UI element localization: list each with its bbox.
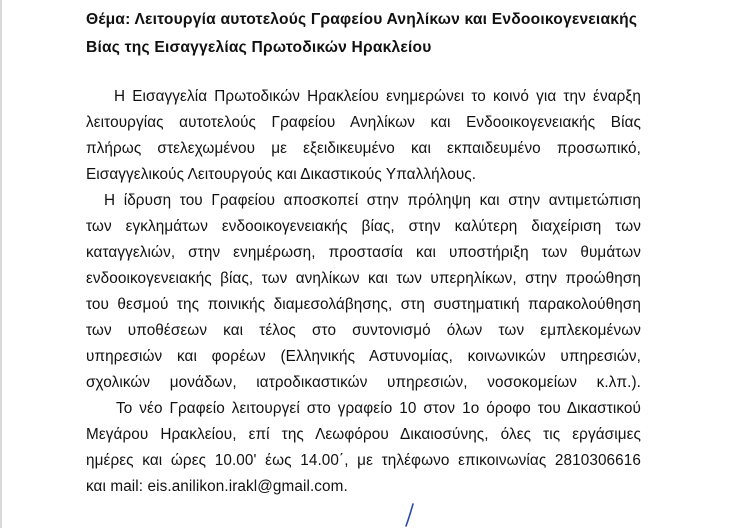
text-line: Το νέο Γραφείο λειτουργεί στο γραφείο 10 στον 1ο όροφο του Δικαστικού xyxy=(116,400,641,417)
subject-line-2: Βίας της Εισαγγελίας Πρωτοδικών Ηρακλείου xyxy=(86,39,432,56)
text-line: των υποθέσεων και τέλος στο συντονισμό όλων των εμπλεκομένων xyxy=(86,322,641,339)
text-line: των εγκλημάτων ενδοοικογενειακής βίας, στην καλύτερη διαχείριση των xyxy=(86,218,641,235)
text-line: και mail: eis.anilikon.irakl@gmail.com. xyxy=(86,478,348,495)
text-line: σχολικών μονάδων, ιατροδικαστικών υπηρεσιών, νοσοκομείων κ.λπ.). xyxy=(86,374,641,391)
paragraph-contact xyxy=(86,396,641,500)
subject-heading xyxy=(86,6,646,62)
text-line: καταγγελιών, στην ενημέρωση, προστασία και υποστήριξη των θυμάτων xyxy=(86,244,641,261)
text-line: Η ίδρυση του Γραφείου αποσκοπεί στην πρόληψη και στην αντιμετώπιση xyxy=(104,192,641,209)
text-line: υπηρεσιών και φορέων (Ελληνικής Αστυνομίας, κοινωνικών υπηρεσιών, xyxy=(86,348,641,365)
text-line: του θεσμού της ποινικής διαμεσολάβησης, στη συστηματική παρακολούθηση xyxy=(86,296,641,313)
subject-line-1: Θέμα: Λειτουργία αυτοτελούς Γραφείου Ανηλίκων και Ενδοοικογενειακής xyxy=(86,11,638,28)
text-line: Μεγάρου Ηρακλείου, επί της Λεωφόρου Δικαιοσύνης, όλες τις εργάσιμες xyxy=(86,426,641,443)
pen-mark xyxy=(403,503,417,527)
document-body xyxy=(86,84,641,500)
page-edge xyxy=(0,0,2,528)
paragraph-announcement xyxy=(86,84,641,188)
text-line: Εισαγγελικούς Λειτουργούς και Δικαστικούς Υπαλλήλους. xyxy=(86,166,477,183)
text-line: λειτουργίας αυτοτελούς Γραφείου Ανηλίκων και Ενδοοικογενειακής Βίας xyxy=(86,114,641,131)
text-line: Η Εισαγγελία Πρωτοδικών Ηρακλείου ενημερώνει το κοινό για την έναρξη xyxy=(114,88,641,105)
text-line: ενδοοικογενειακής βίας, των ανηλίκων και των υπερηλίκων, στην προώθηση xyxy=(86,270,641,287)
text-line: ημέρες και ώρες 10.00' έως 14.00΄, με τηλέφωνο επικοινωνίας 2810306616 xyxy=(86,452,641,469)
paragraph-purpose xyxy=(86,188,641,396)
text-line: πλήρως στελεχωμένου με εξειδικευμένο και εκπαιδευμένο προσωπικό, xyxy=(86,140,641,157)
